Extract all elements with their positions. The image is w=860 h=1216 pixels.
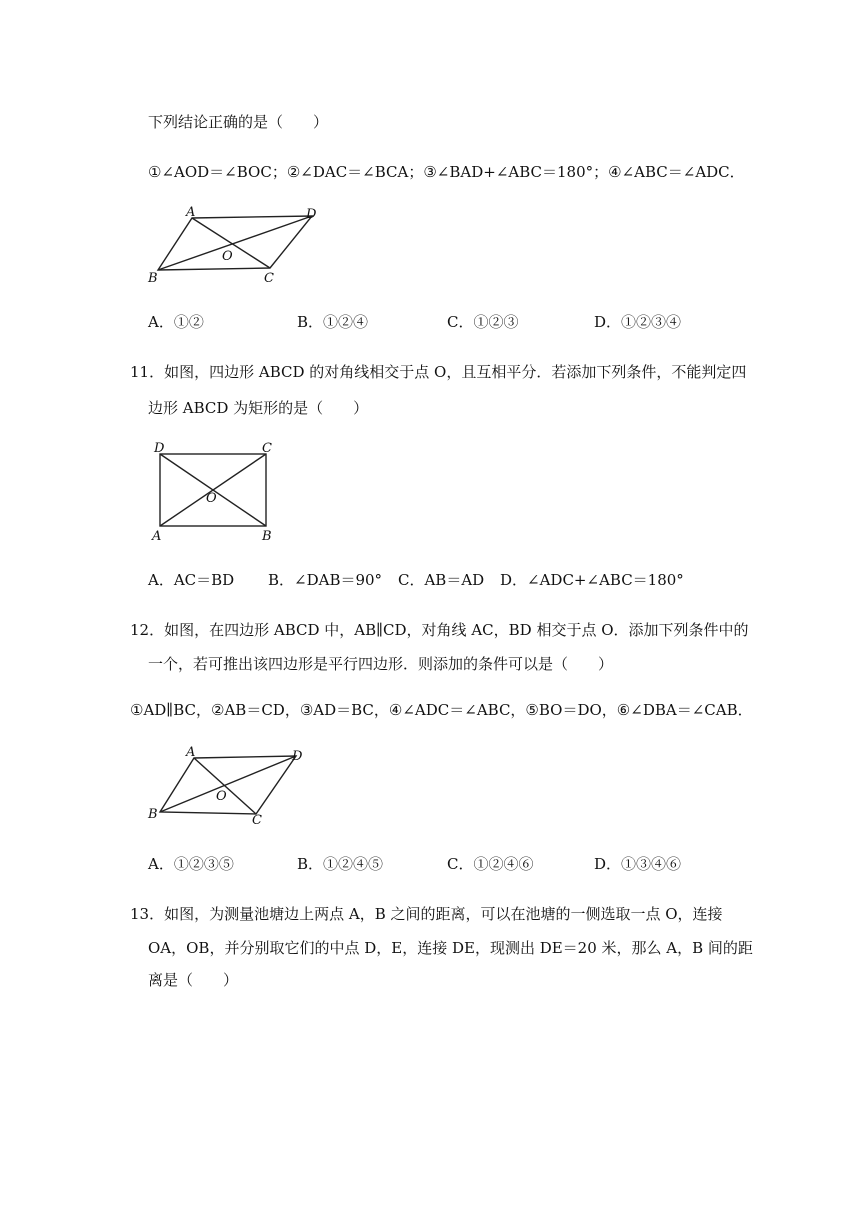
q10-option-d[interactable]: D．①②③④ xyxy=(594,313,682,331)
q11-stem-line1: 11．如图，四边形 ABCD 的对角线相交于点 O，且互相平分．若添加下列条件，不能判定四 xyxy=(130,363,747,381)
q11-label-o: O xyxy=(206,491,217,506)
q12-stem-line1: 12．如图，在四边形 ABCD 中，AB∥CD，对角线 AC，BD 相交于点 O．添加下列条件中的 xyxy=(130,621,749,639)
q10-label-o: O xyxy=(222,249,233,264)
q12-option-c[interactable]: C．①②④⑥ xyxy=(447,855,534,873)
q10-parallelogram-figure xyxy=(146,204,346,284)
q12-stem-line2: 一个，若可推出该四边形是平行四边形．则添加的条件可以是（ ） xyxy=(148,655,614,673)
q10-label-b: B xyxy=(148,271,158,284)
q12-label-c: C xyxy=(252,813,262,828)
q10-label-c: C xyxy=(264,271,274,284)
q12-label-o: O xyxy=(216,789,227,804)
q12-label-a: A xyxy=(186,745,196,760)
q12-label-d: D xyxy=(292,749,303,764)
q13-stem-line1: 13．如图，为测量池塘边上两点 A，B 之间的距离，可以在池塘的一侧选取一点 O，连接 xyxy=(130,905,723,923)
q12-conditions: ①AD∥BC，②AB＝CD，③AD＝BC，④∠ADC＝∠ABC，⑤BO＝DO，⑥∠DBA＝∠CAB． xyxy=(130,701,753,719)
q10-option-c[interactable]: C．①②③ xyxy=(447,313,519,331)
q11-stem-line2: 边形 ABCD 为矩形的是（ ） xyxy=(148,399,369,417)
q10-label-d: D xyxy=(306,207,317,222)
q12-option-d[interactable]: D．①③④⑥ xyxy=(594,855,682,873)
q11-rectangle-figure xyxy=(148,442,288,544)
q11-label-c: C xyxy=(262,442,272,456)
q10-statements: ①∠AOD＝∠BOC；②∠DAC＝∠BCA；③∠BAD+∠ABC＝180°；④∠ABC＝∠ADC． xyxy=(148,163,745,181)
q11-label-b: B xyxy=(262,529,272,544)
q13-stem-line3: 离是（ ） xyxy=(148,971,239,989)
q10-option-b[interactable]: B．①②④ xyxy=(297,313,369,331)
q12-option-b[interactable]: B．①②④⑤ xyxy=(297,855,384,873)
q11-option-c[interactable]: C．AB＝AD xyxy=(398,571,485,589)
q11-option-b[interactable]: B．∠DAB＝90° xyxy=(268,571,383,589)
q11-option-a[interactable]: A．AC＝BD xyxy=(148,571,235,589)
q10-stem: 下列结论正确的是（ ） xyxy=(148,113,329,131)
q12-label-b: B xyxy=(148,807,158,822)
q13-stem-line2: OA，OB，并分别取它们的中点 D，E，连接 DE，现测出 DE＝20 米，那么 A，B 间的距 xyxy=(148,939,753,957)
q11-option-d[interactable]: D．∠ADC+∠ABC＝180° xyxy=(500,571,684,589)
q12-option-a[interactable]: A．①②③⑤ xyxy=(148,855,234,873)
q11-label-d: D xyxy=(154,442,165,456)
q10-option-a[interactable]: A．①② xyxy=(148,313,204,331)
q10-label-a: A xyxy=(186,205,196,220)
q11-label-a: A xyxy=(152,529,162,544)
q12-quadrilateral-figure xyxy=(146,744,346,830)
